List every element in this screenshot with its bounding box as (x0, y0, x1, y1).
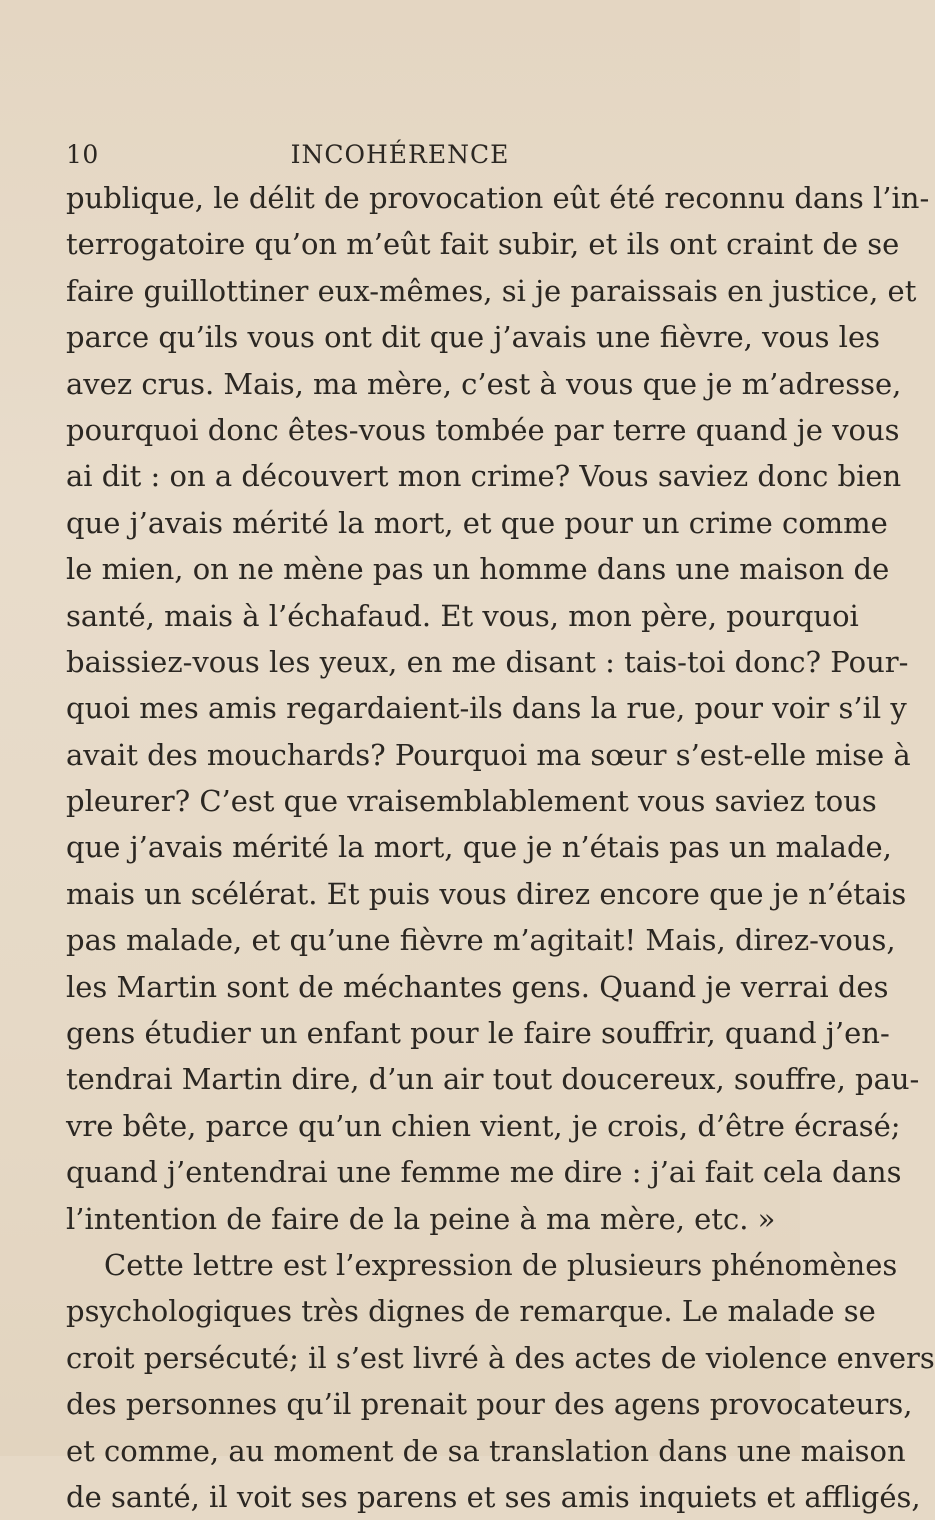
text-line: terrogatoire qu’on m’eût fait subir, et ils ont craint de se (66, 227, 900, 262)
page-header (66, 138, 734, 172)
text-line: baissiez-vous les yeux, en me disant : tais-toi donc? Pour- (66, 644, 909, 679)
text-line: quand j’entendrai une femme me dire : j’ai fait cela dans (66, 1155, 902, 1190)
text-line: que j’avais mérité la mort, que je n’étais pas un malade, (66, 830, 892, 865)
text-line: psychologiques très dignes de remarque. Le malade se (66, 1294, 876, 1329)
text-line: vre bête, parce qu’un chien vient, je crois, d’être écrasé; (66, 1108, 901, 1143)
text-line: santé, mais à l’échafaud. Et vous, mon père, pourquoi (66, 598, 859, 633)
paragraph-end-line: l’intention de faire de la peine à ma mère, etc. » (66, 1201, 776, 1236)
text-line: gens étudier un enfant pour le faire souffrir, quand j’en- (66, 1016, 890, 1051)
text-line: ai dit : on a découvert mon crime? Vous saviez donc bien (66, 459, 902, 494)
text-line: quoi mes amis regardaient-ils dans la rue, pour voir s’il y (66, 691, 907, 726)
text-line: et comme, au moment de sa translation dans une maison (66, 1433, 906, 1468)
text-line: pleurer? C’est que vraisemblablement vous saviez tous (66, 784, 877, 819)
text-line: tendrai Martin dire, d’un air tout doucereux, souffre, pau- (66, 1062, 920, 1097)
text-line: mais un scélérat. Et puis vous direz encore que je n’étais (66, 876, 907, 911)
paragraph-start-line: Cette lettre est l’expression de plusieurs phénomènes (104, 1247, 898, 1282)
text-line: avait des mouchards? Pourquoi ma sœur s’est-elle mise à (66, 737, 911, 772)
text-line: de santé, il voit ses parens et ses amis inquiets et affligés, (66, 1479, 921, 1514)
page-number: 10 (66, 140, 99, 169)
text-line: publique, le délit de provocation eût été reconnu dans l’in- (66, 181, 930, 215)
text-line: que j’avais mérité la mort, et que pour un crime comme (66, 505, 888, 540)
text-line: pas malade, et qu’une fièvre m’agitait! Mais, direz-vous, (66, 923, 896, 958)
text-line: croit persécuté; il s’est livré à des actes de violence envers (66, 1340, 935, 1375)
text-line: le mien, on ne mène pas un homme dans une maison de (66, 552, 890, 587)
text-line: des personnes qu’il prenait pour des agens provocateurs, (66, 1387, 913, 1422)
text-line: les Martin sont de méchantes gens. Quand je verrai des (66, 969, 889, 1004)
text-line: pourquoi donc êtes-vous tombée par terre quand je vous (66, 412, 900, 447)
body-text (66, 175, 935, 1520)
text-line: parce qu’ils vous ont dit que j’avais une fièvre, vous les (66, 320, 880, 355)
text-line: avez crus. Mais, ma mère, c’est à vous que je m’adresse, (66, 366, 902, 401)
running-title: INCOHÉRENCE (290, 140, 510, 169)
text-line: faire guillottiner eux-mêmes, si je paraissais en justice, et (66, 273, 917, 308)
